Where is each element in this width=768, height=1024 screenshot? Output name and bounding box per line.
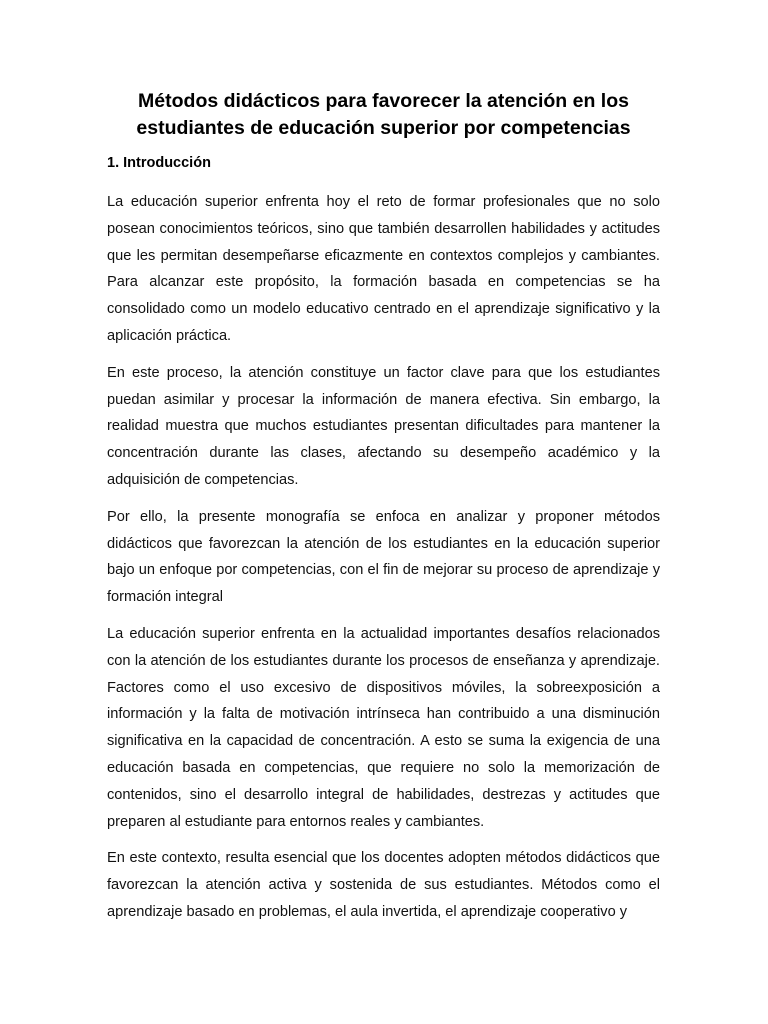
document-title-line-2: estudiantes de educación superior por competencias: [136, 117, 631, 139]
paragraph-4: La educación superior enfrenta en la actualidad importantes desafíos relacionados con la atención de los estudiantes durante los procesos de enseñanza y aprendizaje. Factores como el uso excesivo de dispositivos móviles, la sobreexposición a información y la falta de motivación intrínseca han contribuido a una disminución significativa en la capacidad de concentración. A esto se suma la exigencia de una educación basada en competencias, que requiere no solo la memorización de contenidos, sino el desarrollo integral de habilidades, destrezas y actitudes que preparen al estudiante para entornos reales y cambiantes.: [107, 625, 660, 830]
section-heading: 1. Introducción: [107, 155, 211, 171]
document-title-line-1: Métodos didácticos para favorecer la atención en los: [138, 90, 629, 112]
document-page: [107, 88, 660, 926]
paragraph-1: La educación superior enfrenta hoy el reto de formar profesionales que no solo posean conocimientos teóricos, sino que también desarrollen habilidades y actitudes que les permitan desempeñarse eficazmente en contextos complejos y cambiantes. Para alcanzar este propósito, la formación basada en competencias se ha consolidado como un modelo educativo centrado en el aprendizaje significativo y la aplicación práctica.: [107, 194, 660, 344]
paragraph-5: En este contexto, resulta esencial que los docentes adopten métodos didácticos que favorezcan la atención activa y sostenida de sus estudiantes. Métodos como el aprendizaje basado en problemas, el aula invertida, el aprendizaje cooperativo y: [107, 850, 660, 920]
paragraph-3: Por ello, la presente monografía se enfoca en analizar y proponer métodos didácticos que favorezcan la atención de los estudiantes en la educación superior bajo un enfoque por competencias, con el fin de mejorar su proceso de aprendizaje y formación integral: [107, 508, 660, 606]
document-title: [107, 88, 660, 142]
paragraph-2: En este proceso, la atención constituye un factor clave para que los estudiantes puedan asimilar y procesar la información de manera efectiva. Sin embargo, la realidad muestra que muchos estudiantes presentan dificultades para mantener la concentración durante las clases, afectando su desempeño académico y la adquisición de competencias.: [107, 364, 660, 488]
